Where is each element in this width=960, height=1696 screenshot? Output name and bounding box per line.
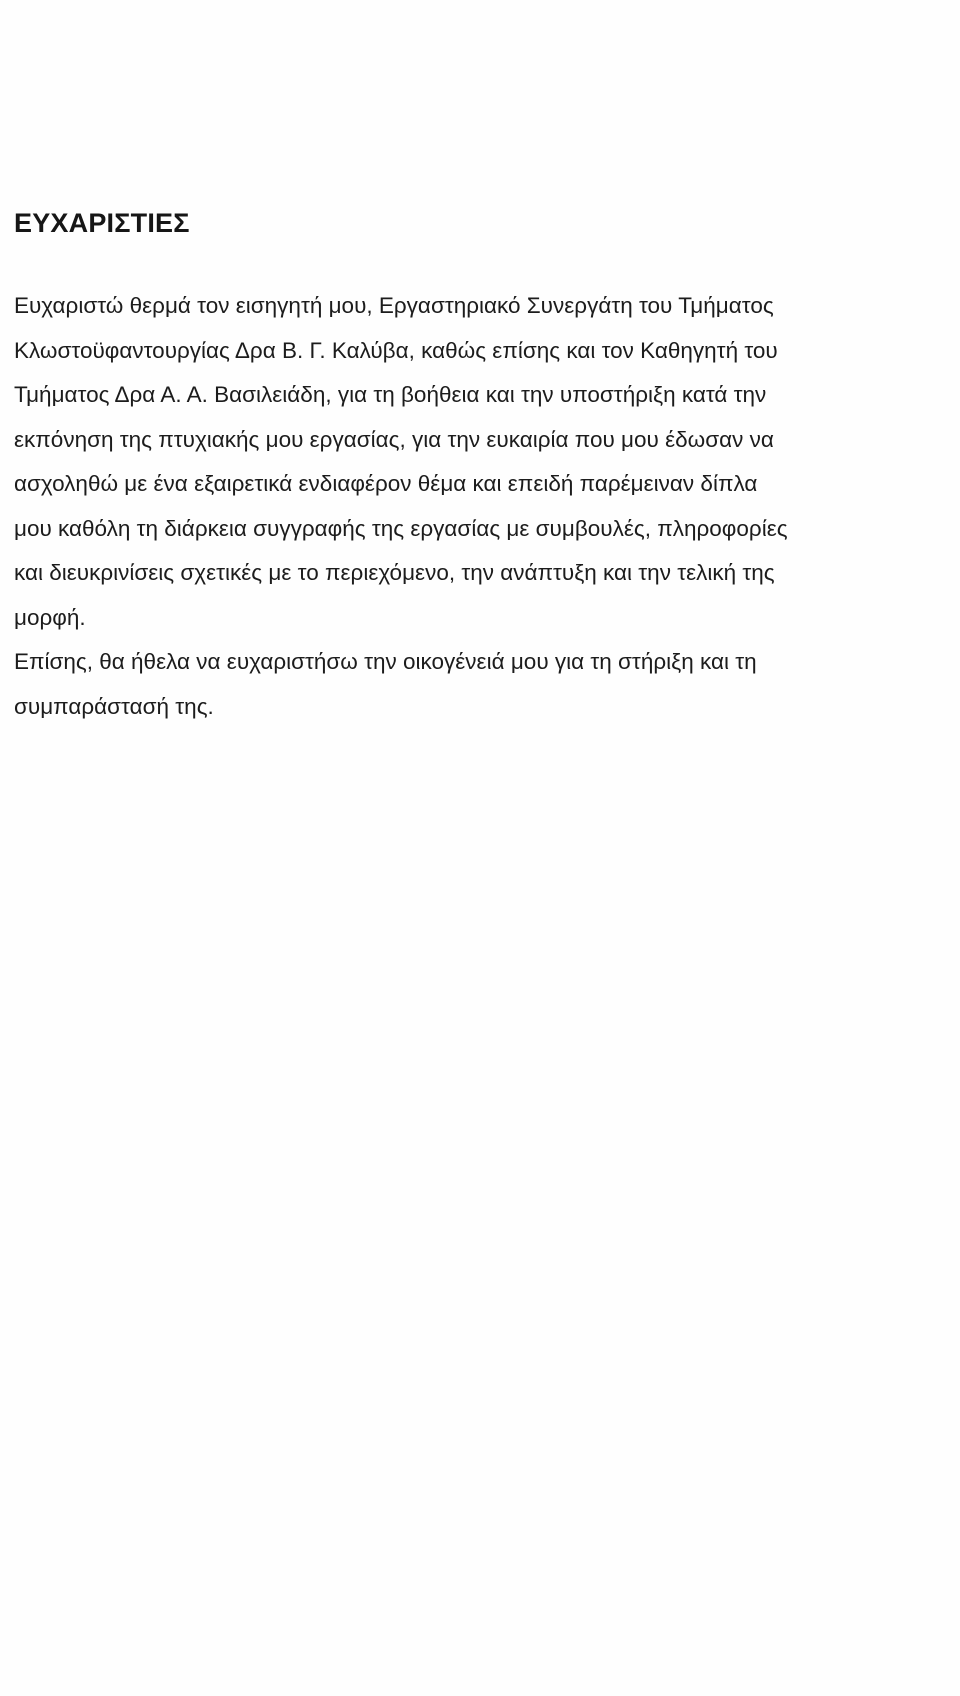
body-line: εκπόνηση της πτυχιακής μου εργασίας, για την ευκαιρία που μου έδωσαν να <box>14 426 774 452</box>
body-line: μορφή. <box>14 604 86 630</box>
body-line: και διευκρινίσεις σχετικές με το περιεχόμενο, την ανάπτυξη και την τελική της <box>14 560 775 585</box>
body-line: ασχοληθώ με ένα εξαιρετικά ενδιαφέρον θέμα και επειδή παρέμειναν δίπλα <box>14 471 758 496</box>
acknowledgements-body <box>14 284 914 729</box>
page-heading: ΕΥΧΑΡΙΣΤΙΕΣ <box>14 208 190 238</box>
body-line: Ευχαριστώ θερμά τον εισηγητή μου, Εργαστηριακό Συνεργάτη του Τμήματος <box>14 293 774 318</box>
body-line: Κλωστοϋφαντουργίας Δρα Β. Γ. Καλύβα, καθώς επίσης και τον Καθηγητή του <box>14 337 778 363</box>
body-line: Επίσης, θα ήθελα να ευχαριστήσω την οικογένειά μου για τη στήριξη και τη <box>14 649 757 674</box>
body-line: Τμήματος Δρα Α. Α. Βασιλειάδη, για τη βοήθεια και την υποστήριξη κατά την <box>14 382 767 407</box>
body-line: συμπαράστασή της. <box>14 693 214 719</box>
body-line: μου καθόλη τη διάρκεια συγγραφής της εργασίας με συμβουλές, πληροφορίες <box>14 515 788 541</box>
